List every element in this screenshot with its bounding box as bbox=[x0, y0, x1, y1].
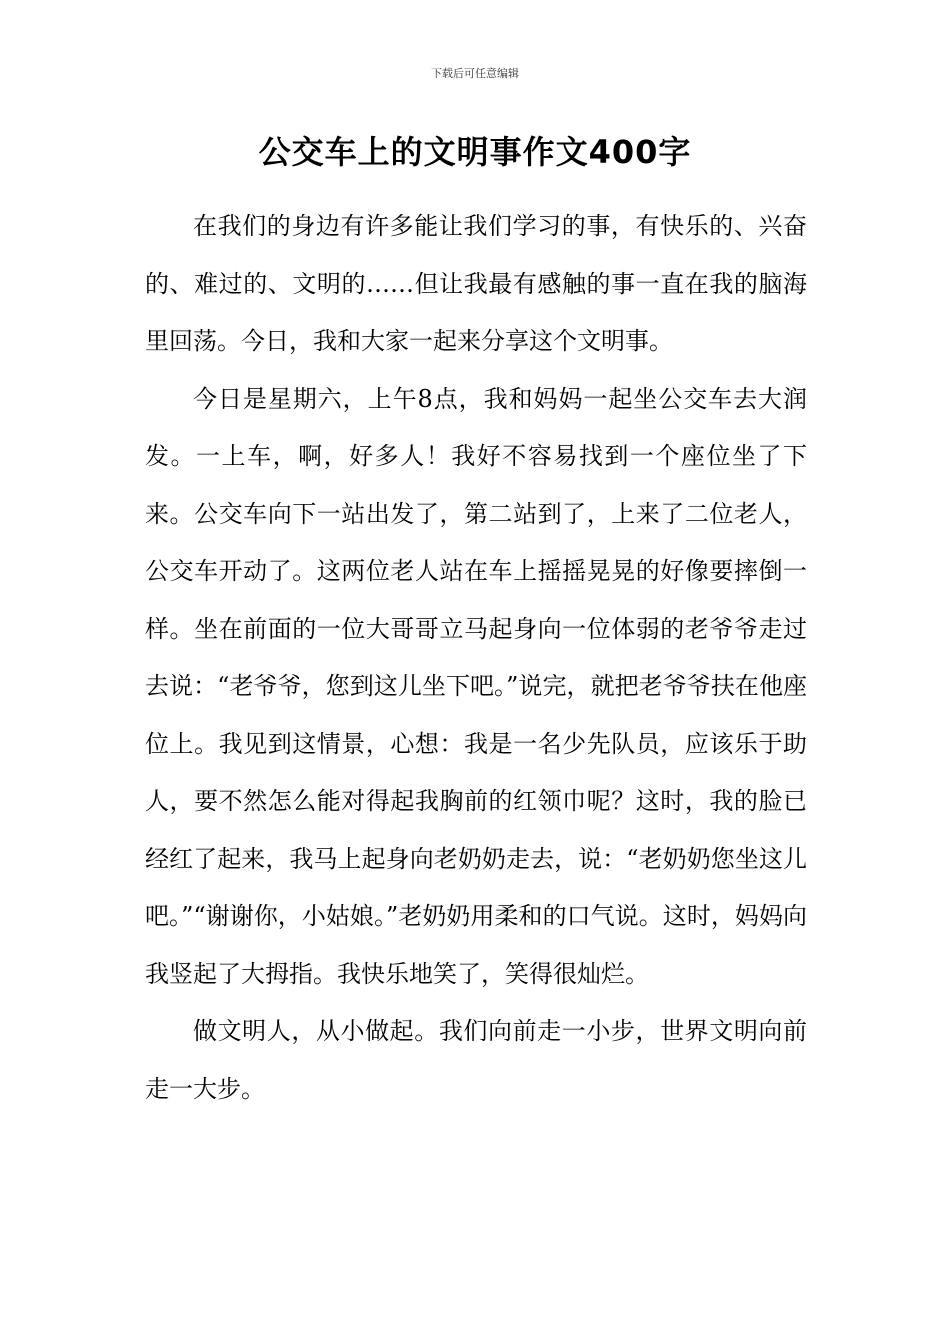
paragraph-2: 今日是星期六，上午8点，我和妈妈一起坐公交车去大润发。一上车，啊，好多人！我好不容易找到一个座位坐了下来。公交车向下一站出发了，第二站到了，上来了二位老人，公交车开动了。这两位老人站在车上摇摇晃晃的好像要摔倒一样。坐在前面的一位大哥哥立马起身向一位体弱的老爷爷走过去说：“老爷爷，您到这儿坐下吧。”说完，就把老爷爷扶在他座位上。我见到这情景，心想：我是一名少先队员，应该乐于助人，要不然怎么能对得起我胸前的红领巾呢？这时，我的脸已经红了起来，我马上起身向老奶奶走去，说：“老奶奶您坐这儿吧。”“谢谢你，小姑娘。”老奶奶用柔和的口气说。这时，妈妈向我竖起了大拇指。我快乐地笑了，笑得很灿烂。 bbox=[145, 384, 807, 988]
paragraph-1: 在我们的身边有许多能让我们学习的事，有快乐的、兴奋的、难过的、文明的……但让我最有感触的事一直在我的脑海里回荡。今日，我和大家一起来分享这个文明事。 bbox=[145, 212, 807, 355]
paragraph-3: 做文明人，从小做起。我们向前走一小步，世界文明向前走一大步。 bbox=[145, 1017, 807, 1103]
header-note: 下载后可任意编辑 bbox=[431, 67, 519, 80]
document-body bbox=[145, 198, 807, 1118]
document-title: 公交车上的文明事作文400字 bbox=[258, 133, 692, 171]
